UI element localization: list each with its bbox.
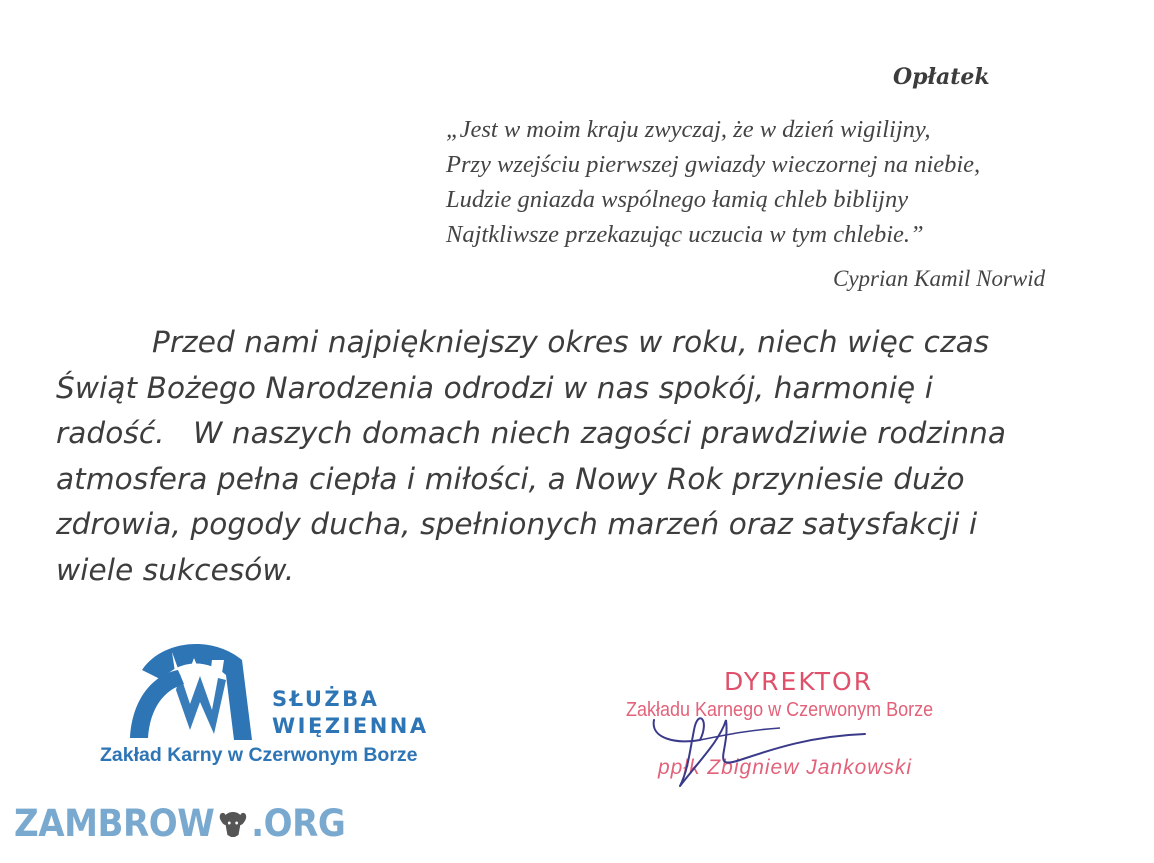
- signature-icon: [640, 700, 880, 790]
- poem-title: Opłatek: [893, 64, 990, 90]
- wishes-line: Przed nami najpiękniejszy okres w roku, niech więc czas: [152, 325, 990, 359]
- wishes-line: Świąt Bożego Narodzenia odrodzi w nas spokój, harmonię i: [56, 370, 934, 405]
- poem-line: Przy wzejściu pierwszej gwiazdy wieczornej na niebie,: [446, 151, 981, 178]
- wishes-paragraph: [56, 320, 1096, 593]
- prison-service-name: [272, 686, 429, 740]
- bison-icon: [216, 809, 249, 839]
- prison-service-logo-icon: [122, 630, 262, 740]
- poem-quote: [446, 112, 1106, 252]
- watermark-left: ZAMBROW: [14, 802, 215, 845]
- wishes-line: atmosfera pełna ciepła i miłości, a Nowy Rok przyniesie dużo: [56, 461, 965, 496]
- watermark: [14, 802, 345, 845]
- wishes-line: wiele sukcesów.: [56, 552, 295, 587]
- stamp-title: DYREKTOR: [724, 667, 874, 696]
- stamp-unit: Zakładu Karnego w Czerwonym Borze: [626, 699, 934, 721]
- poem-line: Najtkliwsze przekazując uczucia w tym chlebie.”: [446, 221, 924, 248]
- poem-line: „Jest w moim kraju zwyczaj, że w dzień wigilijny,: [446, 116, 931, 143]
- prison-unit-name: Zakład Karny w Czerwonym Borze: [100, 744, 418, 766]
- poem-author: Cyprian Kamil Norwid: [833, 266, 1046, 291]
- poem-line: Ludzie gniazda wspólnego łamią chleb biblijny: [446, 186, 909, 213]
- stamp-person: ppłk Zbigniew Jankowski: [658, 756, 913, 779]
- prison-service-name-line: WIĘZIENNA: [272, 714, 429, 738]
- wishes-line: radość. W naszych domach niech zagości prawdziwie rodzinna: [56, 416, 1007, 450]
- wishes-line: zdrowia, pogody ducha, spełnionych marzeń oraz satysfakcji i: [56, 507, 978, 541]
- watermark-right: .ORG: [251, 802, 346, 845]
- prison-service-name-line: SŁUŻBA: [272, 687, 380, 711]
